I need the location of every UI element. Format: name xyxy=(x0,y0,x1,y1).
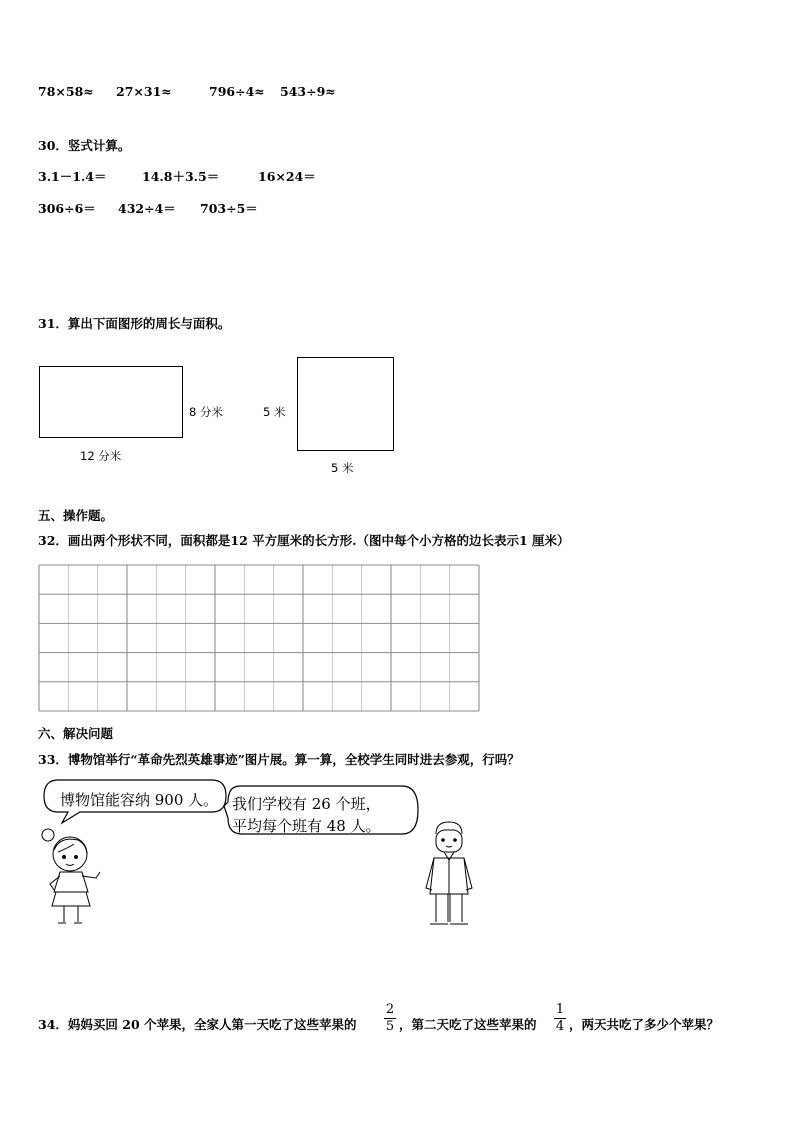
q30-title: 30．竖式计算。 xyxy=(38,138,131,153)
estimation-item-2: 27×31≈ xyxy=(116,84,172,99)
bubble-left-text: 博物馆能容纳 900 人。 xyxy=(60,791,219,809)
rectangle-width-label: 12 分米 xyxy=(80,449,122,463)
bubble-right-line-2: 平均每个班有 48 人。 xyxy=(232,817,381,835)
square-left-label: 5 米 xyxy=(263,405,286,419)
q34-text-c: ，两天共吃了多少个苹果？ xyxy=(569,1017,720,1032)
fraction-2-denominator: 4 xyxy=(555,1019,565,1034)
estimation-item-1: 78×58≈ xyxy=(38,84,94,99)
q30-calc-4: 306÷6＝ xyxy=(38,201,96,216)
q32-title: 32．画出两个形状不同，面积都是12 平方厘米的长方形.（图中每个小方格的边长表示1 厘米） xyxy=(38,533,570,548)
q30-calc-1: 3.1－1.4＝ xyxy=(38,169,107,184)
rectangle-figure xyxy=(39,366,183,438)
q33-title: 33．博物馆举行“革命先烈英雄事迹”图片展。算一算，全校学生同时进去参观，行吗？ xyxy=(38,752,520,767)
square-grid xyxy=(38,564,480,712)
q34-text-a: 34．妈妈买回 20 个苹果，全家人第一天吃了这些苹果的 xyxy=(38,1017,357,1032)
q30-calc-3: 16×24＝ xyxy=(258,169,316,184)
fraction-1-denominator: 5 xyxy=(385,1019,395,1034)
q31-title: 31．算出下面图形的周长与面积。 xyxy=(38,316,231,331)
girl-illustration xyxy=(34,826,110,930)
square-bottom-label: 5 米 xyxy=(331,461,354,475)
section-5-title: 五、操作题。 xyxy=(38,508,114,523)
fraction-two-fifths xyxy=(384,1003,396,1034)
q30-calc-5: 432÷4＝ xyxy=(118,201,176,216)
estimation-item-4: 543÷9≈ xyxy=(280,84,336,99)
q30-calc-2: 14.8＋3.5＝ xyxy=(142,169,220,184)
square-figure xyxy=(297,357,394,451)
q30-calc-6: 703÷5＝ xyxy=(200,201,258,216)
section-6-title: 六、解决问题 xyxy=(38,726,114,741)
rectangle-height-label: 8 分米 xyxy=(189,405,223,419)
fraction-1-numerator: 2 xyxy=(385,1002,395,1017)
estimation-item-3: 796÷4≈ xyxy=(209,84,265,99)
boy-illustration xyxy=(418,818,480,930)
fraction-one-quarter xyxy=(554,1003,566,1034)
bubble-right-line-1: 我们学校有 26 个班， xyxy=(232,795,381,813)
fraction-2-numerator: 1 xyxy=(555,1002,565,1017)
q34-text-b: ，第二天吃了这些苹果的 xyxy=(399,1017,537,1032)
